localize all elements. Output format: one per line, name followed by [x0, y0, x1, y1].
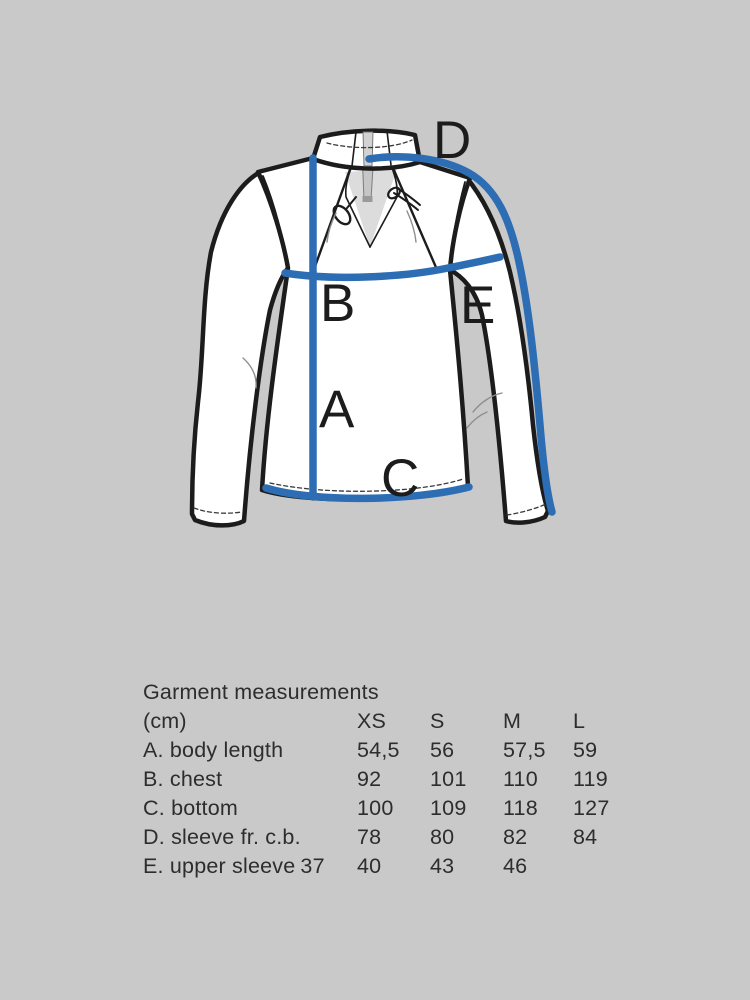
column-header-m: M: [503, 709, 522, 733]
row-label-suffix: [222, 767, 227, 791]
label-d: D: [433, 111, 472, 170]
row-label-text: B. chest: [143, 767, 223, 791]
cell-value: 101: [430, 767, 467, 791]
row-label-suffix: [301, 825, 306, 849]
cell-value: 78: [357, 825, 382, 849]
row-label: [143, 736, 357, 765]
row-label: [143, 765, 357, 794]
unit-label: (cm): [143, 709, 187, 733]
table-row: [143, 823, 673, 852]
cell-value: 100: [357, 796, 394, 820]
cell-value: 43: [430, 854, 455, 878]
cell-value: 84: [573, 825, 598, 849]
row-label-suffix: 37: [300, 854, 325, 878]
label-b: B: [320, 274, 356, 333]
cell-value: 110: [503, 767, 538, 791]
label-c: C: [381, 449, 420, 508]
table-header-row: [143, 707, 673, 736]
label-e: E: [460, 276, 496, 335]
row-label-text: C. bottom: [143, 796, 239, 820]
column-header-l: L: [573, 709, 586, 733]
row-label-suffix: [238, 796, 243, 820]
cell-value: 56: [430, 738, 455, 762]
cell-value: 40: [357, 854, 382, 878]
measurements-table: [143, 678, 673, 881]
row-label: [143, 852, 357, 881]
zip-slider: [363, 196, 373, 202]
column-header-s: S: [430, 709, 445, 733]
row-label-text: A. body length: [143, 738, 284, 762]
cell-value: 80: [430, 825, 455, 849]
cell-value: 118: [503, 796, 538, 820]
row-label: [143, 823, 357, 852]
cell-value: 109: [430, 796, 467, 820]
label-a: A: [319, 380, 355, 439]
cell-value: [573, 852, 653, 881]
cell-value: 92: [357, 767, 382, 791]
row-label-text: D. sleeve fr. c.b.: [143, 825, 301, 849]
cell-value: 54,5: [357, 738, 400, 762]
row-label-text: E. upper sleeve: [143, 854, 296, 878]
table-row: [143, 736, 673, 765]
cell-value: 82: [503, 825, 528, 849]
row-label-suffix: [283, 738, 288, 762]
row-label: [143, 794, 357, 823]
column-header-xs: XS: [357, 709, 387, 733]
table-row: [143, 765, 673, 794]
cell-value: 127: [573, 796, 610, 820]
cell-value: 59: [573, 738, 598, 762]
cell-value: 57,5: [503, 738, 546, 762]
table-row: [143, 794, 673, 823]
cell-value: 119: [573, 767, 608, 791]
table-title: Garment measurements: [143, 680, 379, 704]
table-row: [143, 852, 673, 881]
cell-value: 46: [503, 854, 528, 878]
